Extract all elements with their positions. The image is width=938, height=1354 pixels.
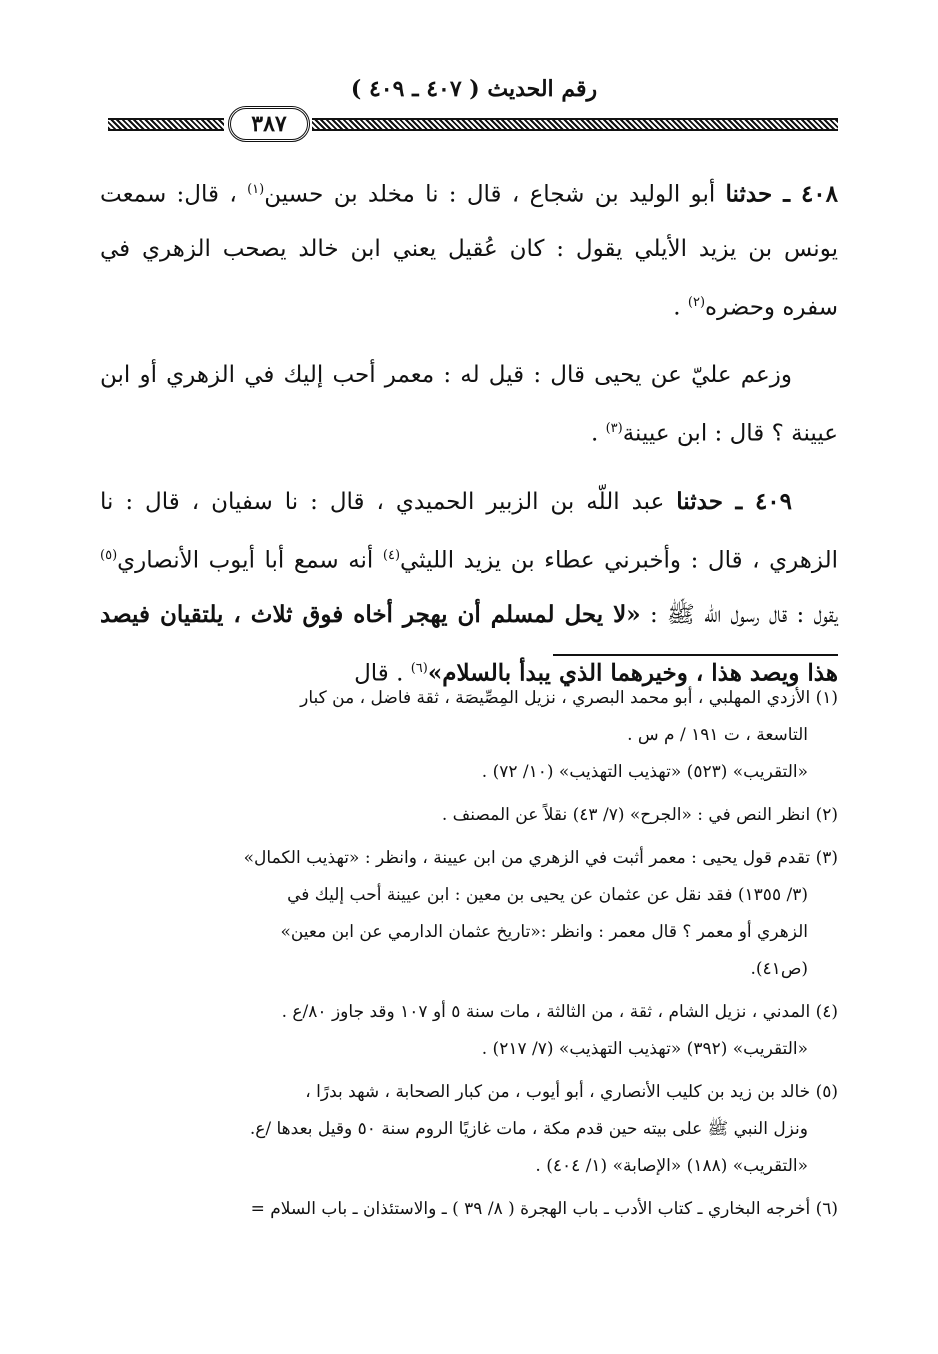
text-run: ٤٠٩ ـ حدثنا	[676, 487, 792, 515]
text-run: ٤٠٨ ـ حدثنا	[725, 180, 838, 208]
footnote	[110, 840, 838, 988]
page-number-badge: ٣٨٧	[228, 106, 310, 142]
footnote-ref: (٢)	[687, 294, 706, 310]
footnote-line: (١) الأزدي المهلبي ، أبو محمد البصري ، نزيل المِصِّيصَة ، ثقة فاضل ، من كبار	[300, 688, 838, 708]
footnote-line: (٤) المدني ، نزيل الشام ، ثقة ، من الثالثة ، مات سنة ٥ أو ١٠٧ وقد جاوز ٨٠/ع .	[281, 1002, 838, 1022]
footnote-line: ونزل النبي ﷺ على بيته حين قدم مكة ، مات غازيًا الروم سنة ٥٠ وقيل بعدها /ع.	[249, 1119, 808, 1139]
text-run: أبو الوليد بن شجاع ، قال : نا مخلد بن حسين	[264, 181, 726, 208]
text-run: «لا يحل لمسلم أن يهجر أخاه فوق ثلاث ، يلتقيان فيصد هذا ويصد هذا ، وخيرهما الذي يبدأ بالسلام»	[100, 600, 838, 687]
footnote-ref: (٣)	[605, 421, 623, 437]
footnote	[110, 680, 838, 791]
footnote-line: «التقريب» (٣٩٢) «تهذيب التهذيب» (٧/ ٢١٧) .	[481, 1039, 808, 1059]
footnote-line: (٥) خالد بن زيد بن كليب الأنصاري ، أبو أيوب ، من كبار الصحابة ، شهد بدرًا ،	[305, 1082, 838, 1102]
running-head: رقم الحديث ( ٤٠٧ ـ ٤٠٩ )	[350, 76, 598, 102]
footnote	[110, 994, 838, 1068]
footnote-line: (٦) أخرجه البخاري ـ كتاب الأدب ـ باب الهجرة ( ٨/ ٣٩ ) ـ والاستئذان ـ باب السلام =	[250, 1199, 838, 1219]
text-run: .	[590, 420, 606, 447]
footnote-line: (ص٤١).	[750, 959, 808, 979]
footnote	[110, 797, 838, 834]
footnote-ref: (٥)	[100, 547, 118, 563]
footnote-line: (٣) تقدم قول يحيى : معمر أثبت في الزهري من ابن عيينة ، وانظر : «تهذيب الكمال»	[243, 848, 838, 868]
footnote-ref: (٤)	[382, 547, 401, 563]
footnote	[110, 1074, 838, 1185]
footnote-ref: (٦)	[410, 660, 428, 676]
footnote-ref: (١)	[247, 182, 265, 197]
footnote-line: التاسعة ، ت ١٩١ / م س .	[627, 725, 808, 745]
footnotes	[110, 680, 838, 1234]
main-text	[100, 163, 838, 714]
footnote-line: الزهري أو معمر ؟ قال معمر : وانظر :«تاريخ عثمان الدارمي عن ابن معين»	[280, 922, 808, 942]
text-run: ، قال: سمعت يونس بن يزيد الأيلي يقول : كان عُقيل يعني ابن خالد يصحب الزهري في سفره وحضره	[100, 181, 838, 321]
footnote-divider	[553, 654, 838, 656]
footnote-line: (٣/ ١٣٥٥) فقد نقل عن عثمان عن يحيى بن معين : ابن عيينة أحب إليك في	[287, 885, 808, 905]
paragraph	[100, 163, 838, 334]
text-run: وزعم عليّ عن يحيى قال : قيل له : معمر أحب إليك في الزهري أو ابن عيينة ؟ قال : ابن عيينة	[100, 362, 838, 447]
paragraph	[100, 348, 838, 461]
footnote-line: (٢) انظر النص في : «الجرح» (٧/ ٤٣) نقلاً عن المصنف .	[441, 805, 838, 825]
text-run: . قال	[354, 660, 411, 687]
header-rule-right	[312, 118, 838, 131]
text-run: أنه سمع أبا أيوب الأنصاري	[117, 547, 383, 574]
text-run: يقول : قال رسول اللّه ﷺ :	[640, 601, 838, 628]
paragraph	[100, 475, 838, 700]
text-run: عبد اللّه بن الزبير الحميدي ، قال : نا سفيان ، قال : نا الزهري ، قال : وأخبرني عطاء بن يزيد الليثي	[100, 488, 838, 574]
footnote-line: «التقريب» (١٨٨) «الإصابة» (١/ ٤٠٤) .	[535, 1156, 808, 1176]
footnote	[110, 1191, 838, 1228]
text-run: .	[673, 294, 688, 321]
footnote-line: «التقريب» (٥٢٣) «تهذيب التهذيب» (١٠/ ٧٢) .	[481, 762, 808, 782]
header-rule-left	[108, 118, 224, 131]
